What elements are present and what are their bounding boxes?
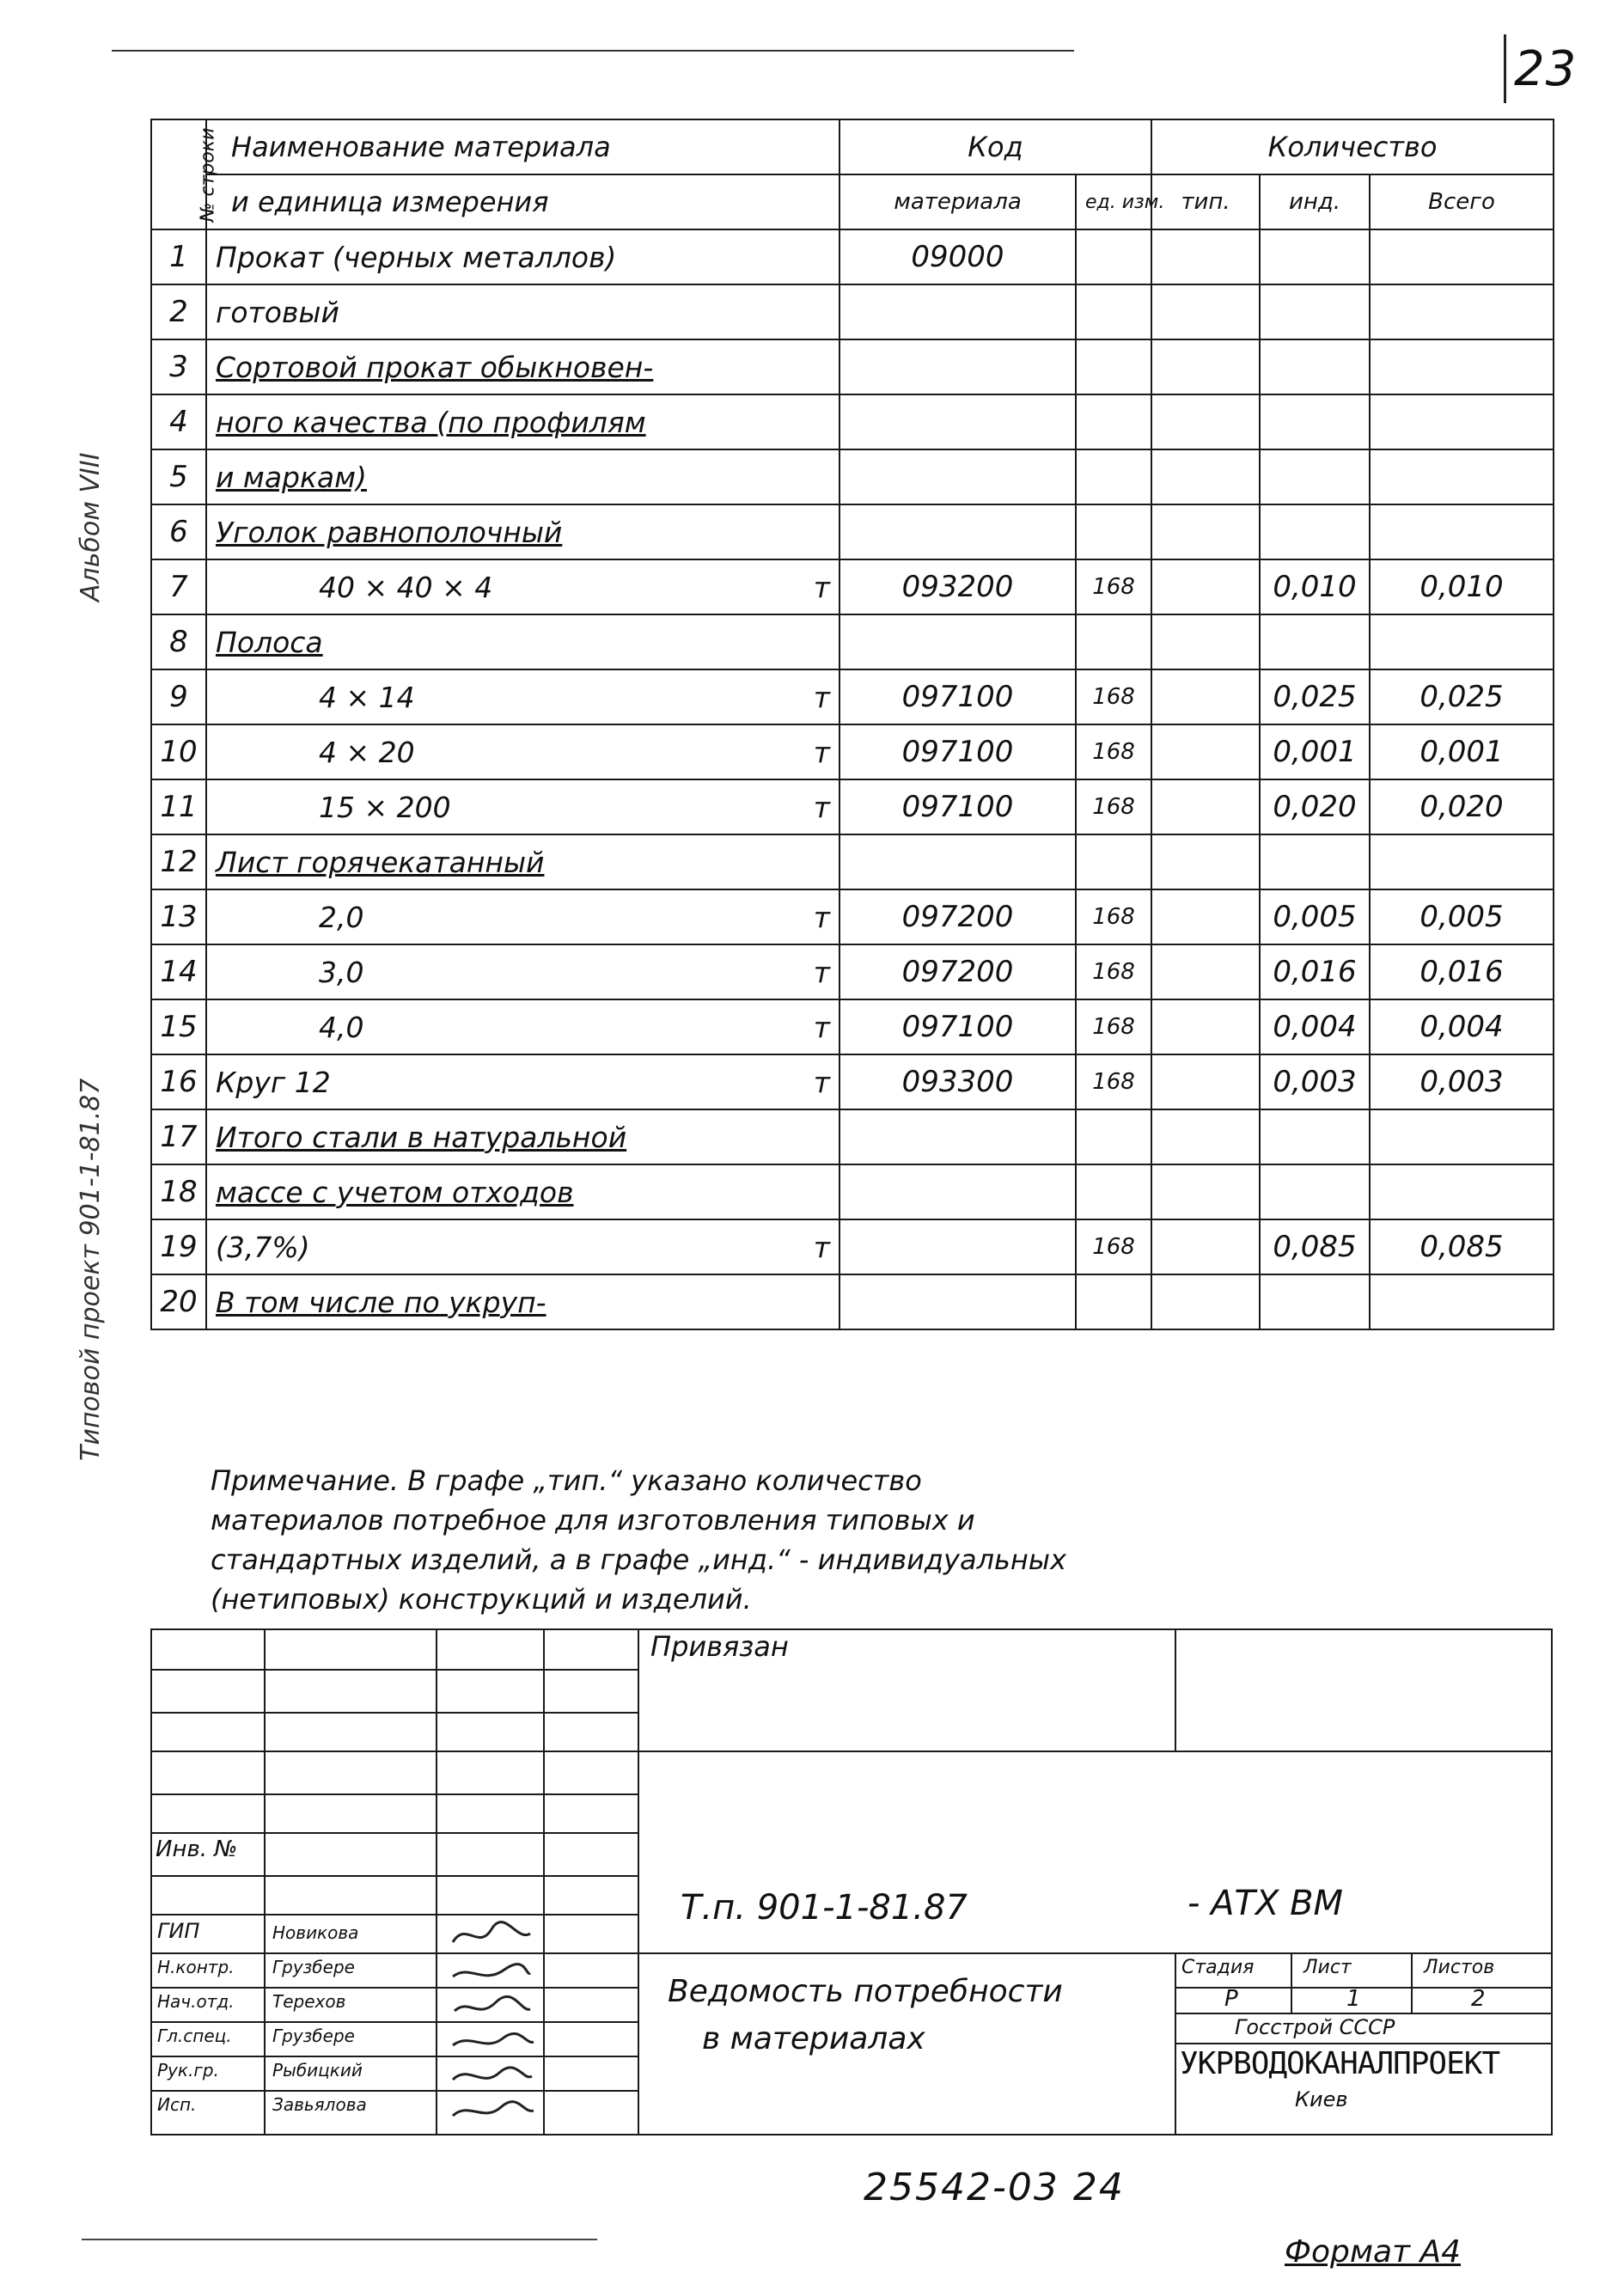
- divider: [152, 1712, 638, 1714]
- qty-typ: [1151, 284, 1260, 339]
- divider: [152, 1793, 638, 1795]
- qty-total: 0,003: [1370, 1054, 1554, 1109]
- row-number: 6: [151, 504, 206, 559]
- unit-code: 168: [1076, 724, 1151, 779]
- qty-typ: [1151, 229, 1260, 284]
- table-row: [151, 1109, 1554, 1164]
- divider: [436, 1630, 437, 2136]
- doc-code: Т.п. 901-1-81.87: [681, 1888, 968, 1928]
- material-name: [206, 504, 839, 559]
- divider: [1175, 1630, 1176, 1751]
- material-name: [206, 724, 839, 779]
- materials-table: [150, 119, 1554, 1330]
- unit-code: 168: [1076, 1054, 1151, 1109]
- material-code: [839, 614, 1076, 669]
- staff-role: Нач.отд.: [157, 1991, 235, 2012]
- material-name-text: массе с учетом отходов: [216, 1175, 574, 1209]
- material-name-text: 4,0: [319, 1010, 364, 1044]
- qty-total: [1370, 339, 1554, 394]
- staff-name: Новикова: [272, 1922, 359, 1943]
- staff-role: Гл.спец.: [157, 2026, 232, 2046]
- divider: [1411, 1952, 1413, 2013]
- material-code: [839, 449, 1076, 504]
- archive-code: 25542-03 24: [864, 2166, 1125, 2209]
- table-header-row-2: [151, 174, 1554, 229]
- staff-role: Рук.гр.: [157, 2060, 219, 2081]
- unit-code: [1076, 1274, 1151, 1329]
- table-row: [151, 504, 1554, 559]
- material-name-text: Уголок равнополочный: [216, 515, 563, 549]
- stage-value: Р: [1224, 1986, 1238, 2012]
- material-name: [206, 944, 839, 999]
- attached-label: Привязан: [650, 1630, 789, 1663]
- qty-total: 0,085: [1370, 1219, 1554, 1274]
- sheet-label: Лист: [1303, 1957, 1352, 1978]
- row-number: 15: [151, 999, 206, 1054]
- qty-total: [1370, 614, 1554, 669]
- unit-code: [1076, 229, 1151, 284]
- divider: [152, 1952, 1553, 1954]
- unit-code: [1076, 339, 1151, 394]
- qty-total: [1370, 504, 1554, 559]
- material-name-text: 15 × 200: [319, 790, 451, 824]
- qty-typ: [1151, 449, 1260, 504]
- divider: [1291, 1952, 1292, 2013]
- table-header-row-1: [151, 119, 1554, 174]
- bottom-rule: [82, 2239, 597, 2240]
- divider: [152, 1914, 638, 1916]
- material-name-text: Сортовой прокат обыкновен-: [216, 350, 654, 384]
- material-code: 097100: [839, 779, 1076, 834]
- qty-total: 0,004: [1370, 999, 1554, 1054]
- qty-ind: 0,016: [1260, 944, 1370, 999]
- table-row: [151, 669, 1554, 724]
- unit: т: [813, 1230, 830, 1264]
- qty-total: 0,001: [1370, 724, 1554, 779]
- qty-typ: [1151, 1219, 1260, 1274]
- unit: т: [813, 955, 830, 989]
- staff-name: Завьялова: [272, 2094, 367, 2115]
- qty-total: [1370, 1274, 1554, 1329]
- divider: [638, 1630, 639, 2136]
- material-name: [206, 999, 839, 1054]
- row-number: 11: [151, 779, 206, 834]
- material-name: [206, 1054, 839, 1109]
- row-number: 18: [151, 1164, 206, 1219]
- qty-typ: [1151, 834, 1260, 889]
- qty-ind: 0,001: [1260, 724, 1370, 779]
- qty-ind: 0,025: [1260, 669, 1370, 724]
- qty-typ: [1151, 1054, 1260, 1109]
- material-name: [206, 229, 839, 284]
- staff-name: Грузбере: [272, 2026, 355, 2046]
- qty-total: [1370, 1109, 1554, 1164]
- table-row: [151, 724, 1554, 779]
- doc-title-line2: в материалах: [702, 2021, 925, 2056]
- doc-title-line1: Ведомость потребности: [668, 1974, 1063, 2009]
- table-row: [151, 889, 1554, 944]
- material-name: [206, 1219, 839, 1274]
- qty-ind: [1260, 614, 1370, 669]
- material-name-text: Полоса: [216, 625, 323, 659]
- material-code: 097200: [839, 889, 1076, 944]
- table-row: [151, 1164, 1554, 1219]
- qty-typ: [1151, 339, 1260, 394]
- row-number: 19: [151, 1219, 206, 1274]
- row-number: 17: [151, 1109, 206, 1164]
- qty-typ: [1151, 559, 1260, 614]
- qty-typ: [1151, 1164, 1260, 1219]
- material-name: [206, 779, 839, 834]
- row-number: 1: [151, 229, 206, 284]
- qty-ind: [1260, 339, 1370, 394]
- table-row: [151, 339, 1554, 394]
- qty-typ: [1151, 504, 1260, 559]
- material-name-text: Круг 12: [216, 1065, 331, 1099]
- qty-typ: [1151, 394, 1260, 449]
- section-code: - АТХ ВМ: [1187, 1884, 1344, 1923]
- row-number: 2: [151, 284, 206, 339]
- note-line: стандартных изделий, а в графе „инд.“ - индивидуальных: [211, 1543, 1066, 1576]
- unit-code: [1076, 504, 1151, 559]
- unit-code: [1076, 284, 1151, 339]
- unit-code: 168: [1076, 944, 1151, 999]
- staff-role: Исп.: [157, 2094, 197, 2115]
- side-text-project: Типовой проект 901-1-81.87: [76, 1078, 106, 1461]
- qty-ind: [1260, 504, 1370, 559]
- material-name: [206, 889, 839, 944]
- unit: т: [813, 900, 830, 934]
- material-code: 097100: [839, 999, 1076, 1054]
- unit: т: [813, 790, 830, 824]
- unit-code: [1076, 1164, 1151, 1219]
- material-name: [206, 1164, 839, 1219]
- material-name-text: В том числе по укруп-: [216, 1285, 546, 1319]
- stage-label: Стадия: [1181, 1957, 1255, 1978]
- sheets-label: Листов: [1424, 1957, 1495, 1978]
- staff-name: Грузбере: [272, 1957, 355, 1977]
- org-top: Госстрой СССР: [1235, 2015, 1395, 2039]
- staff-name: Терехов: [272, 1991, 346, 2012]
- header-qty-ind: инд.: [1260, 174, 1370, 229]
- qty-ind: [1260, 449, 1370, 504]
- table-row: [151, 284, 1554, 339]
- qty-typ: [1151, 669, 1260, 724]
- qty-ind: 0,020: [1260, 779, 1370, 834]
- note-line: материалов потребное для изготовления типовых и: [211, 1504, 975, 1537]
- material-name: [206, 284, 839, 339]
- inv-no-label: Инв. №: [156, 1836, 238, 1862]
- row-number: 7: [151, 559, 206, 614]
- material-name: [206, 449, 839, 504]
- unit-code: 168: [1076, 669, 1151, 724]
- table-row: [151, 449, 1554, 504]
- table-row: [151, 394, 1554, 449]
- qty-total: [1370, 449, 1554, 504]
- unit: т: [813, 735, 830, 769]
- material-code: [839, 339, 1076, 394]
- material-code: 097200: [839, 944, 1076, 999]
- page-number: 23: [1514, 41, 1578, 97]
- qty-ind: 0,010: [1260, 559, 1370, 614]
- table-row: [151, 944, 1554, 999]
- material-name: [206, 339, 839, 394]
- material-code: [839, 1219, 1076, 1274]
- row-number: 20: [151, 1274, 206, 1329]
- qty-ind: [1260, 1109, 1370, 1164]
- org-name: УКРВОДОКАНАЛПРОЕКТ: [1180, 2046, 1500, 2081]
- signatures-image: [444, 1916, 539, 2131]
- qty-total: [1370, 834, 1554, 889]
- row-number: 3: [151, 339, 206, 394]
- divider: [638, 1751, 1553, 1752]
- row-number: 8: [151, 614, 206, 669]
- qty-ind: 0,004: [1260, 999, 1370, 1054]
- qty-total: 0,020: [1370, 779, 1554, 834]
- material-name: [206, 669, 839, 724]
- unit: т: [813, 1065, 830, 1099]
- header-name: Наименование материала: [206, 119, 839, 174]
- material-name: [206, 1109, 839, 1164]
- staff-role: ГИП: [157, 1919, 200, 1943]
- table-row: [151, 1219, 1554, 1274]
- unit-code: [1076, 394, 1151, 449]
- material-code: [839, 834, 1076, 889]
- material-name-text: 2,0: [319, 900, 364, 934]
- qty-ind: [1260, 284, 1370, 339]
- material-code: [839, 1274, 1076, 1329]
- qty-ind: [1260, 229, 1370, 284]
- qty-ind: 0,085: [1260, 1219, 1370, 1274]
- notes-block: [211, 1461, 1456, 1619]
- row-number: 16: [151, 1054, 206, 1109]
- table-row: [151, 834, 1554, 889]
- material-name: [206, 559, 839, 614]
- qty-total: 0,010: [1370, 559, 1554, 614]
- unit-code: 168: [1076, 779, 1151, 834]
- table-row: [151, 779, 1554, 834]
- material-name-text: 40 × 40 × 4: [319, 570, 493, 604]
- unit-code: [1076, 834, 1151, 889]
- qty-ind: 0,005: [1260, 889, 1370, 944]
- qty-ind: [1260, 1274, 1370, 1329]
- unit: т: [813, 1010, 830, 1044]
- table-row: [151, 1274, 1554, 1329]
- header-code: Код: [839, 119, 1151, 174]
- qty-total: 0,016: [1370, 944, 1554, 999]
- material-code: [839, 1164, 1076, 1219]
- unit-code: 168: [1076, 1219, 1151, 1274]
- qty-typ: [1151, 999, 1260, 1054]
- material-code: [839, 394, 1076, 449]
- qty-ind: [1260, 1164, 1370, 1219]
- material-name: [206, 834, 839, 889]
- row-number: 4: [151, 394, 206, 449]
- header-name-line2: и единица измерения: [206, 174, 839, 229]
- unit-code: [1076, 614, 1151, 669]
- unit: т: [813, 680, 830, 714]
- staff-role: Н.контр.: [157, 1957, 235, 1977]
- material-code: 093200: [839, 559, 1076, 614]
- material-name-text: Итого стали в натуральной: [216, 1120, 627, 1154]
- material-name: [206, 1274, 839, 1329]
- header-qty-typ: тип.: [1151, 174, 1260, 229]
- row-number: 13: [151, 889, 206, 944]
- table-row: [151, 229, 1554, 284]
- unit-code: 168: [1076, 999, 1151, 1054]
- material-name-text: Лист горячекатанный: [216, 845, 545, 879]
- material-code: [839, 504, 1076, 559]
- unit-code: [1076, 449, 1151, 504]
- divider: [264, 1630, 266, 2136]
- side-text-album: Альбом VIII: [76, 452, 106, 602]
- unit-code: 168: [1076, 889, 1151, 944]
- unit: т: [813, 570, 830, 604]
- material-name: [206, 394, 839, 449]
- note-line: (нетиповых) конструкций и изделий.: [211, 1583, 752, 1616]
- qty-total: [1370, 1164, 1554, 1219]
- material-name-text: ного качества (по профилям: [216, 405, 646, 439]
- qty-typ: [1151, 779, 1260, 834]
- divider: [1175, 2043, 1553, 2044]
- note-line: Примечание. В графе „тип.“ указано количество: [211, 1464, 922, 1497]
- divider: [152, 1669, 638, 1671]
- header-code-material: материала: [839, 174, 1076, 229]
- table-row: [151, 614, 1554, 669]
- material-name-text: готовый: [216, 295, 339, 329]
- material-code: 097100: [839, 724, 1076, 779]
- row-number: 14: [151, 944, 206, 999]
- table-row: [151, 1054, 1554, 1109]
- header-quantity: Количество: [1151, 119, 1554, 174]
- row-number: 5: [151, 449, 206, 504]
- header-code-unit: ед. изм.: [1076, 174, 1151, 229]
- unit-code: [1076, 1109, 1151, 1164]
- material-code: [839, 1109, 1076, 1164]
- material-name-text: 4 × 20: [319, 735, 415, 769]
- header-qty-total: Всего: [1370, 174, 1554, 229]
- row-number: 9: [151, 669, 206, 724]
- material-code: 09000: [839, 229, 1076, 284]
- qty-ind: 0,003: [1260, 1054, 1370, 1109]
- divider: [543, 1630, 545, 2136]
- qty-total: 0,005: [1370, 889, 1554, 944]
- staff-name: Рыбицкий: [272, 2060, 363, 2081]
- divider: [152, 1987, 638, 1989]
- unit-code: 168: [1076, 559, 1151, 614]
- divider: [152, 1751, 638, 1752]
- qty-total: [1370, 394, 1554, 449]
- material-name-text: 3,0: [319, 955, 364, 989]
- page-number-bar: [1504, 34, 1506, 103]
- title-block: [150, 1628, 1553, 2136]
- divider: [1175, 2013, 1553, 2014]
- divider: [152, 2056, 638, 2057]
- top-rule: [112, 50, 1074, 52]
- qty-ind: [1260, 394, 1370, 449]
- qty-total: 0,025: [1370, 669, 1554, 724]
- header-row-label: № строки: [151, 119, 206, 229]
- material-code: 093300: [839, 1054, 1076, 1109]
- divider: [152, 2021, 638, 2023]
- qty-typ: [1151, 724, 1260, 779]
- sheet-value: 1: [1346, 1986, 1361, 2012]
- qty-total: [1370, 229, 1554, 284]
- divider: [152, 2090, 638, 2092]
- row-number: 10: [151, 724, 206, 779]
- qty-typ: [1151, 1274, 1260, 1329]
- qty-ind: [1260, 834, 1370, 889]
- material-name: [206, 614, 839, 669]
- material-name-text: (3,7%): [216, 1230, 310, 1264]
- table-row: [151, 999, 1554, 1054]
- material-name-text: 4 × 14: [319, 680, 415, 714]
- divider: [152, 1875, 638, 1877]
- material-code: 097100: [839, 669, 1076, 724]
- table-row: [151, 559, 1554, 614]
- format-label: Формат А4: [1285, 2234, 1462, 2270]
- qty-typ: [1151, 944, 1260, 999]
- divider: [152, 1832, 638, 1834]
- material-name-text: Прокат (черных металлов): [216, 240, 617, 274]
- sheets-value: 2: [1471, 1986, 1486, 2012]
- qty-typ: [1151, 1109, 1260, 1164]
- material-code: [839, 284, 1076, 339]
- material-name-text: и маркам): [216, 460, 367, 494]
- qty-total: [1370, 284, 1554, 339]
- qty-typ: [1151, 614, 1260, 669]
- row-number: 12: [151, 834, 206, 889]
- org-city: Киев: [1295, 2087, 1348, 2111]
- qty-typ: [1151, 889, 1260, 944]
